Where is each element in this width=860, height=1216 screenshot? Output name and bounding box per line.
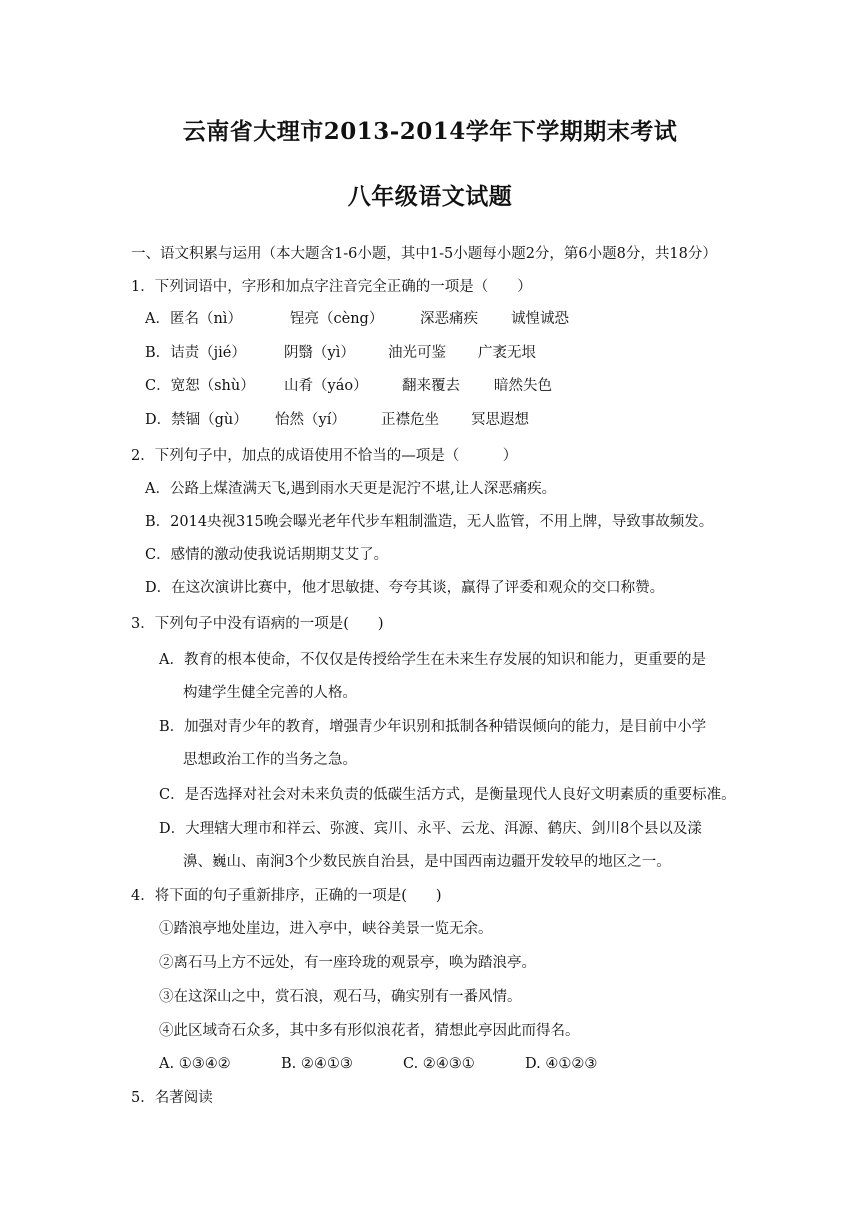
q3-option-b-line1: B．加强对青少年的教育，增强青少年识别和抵制各种错误倾向的能力，是目前中小学 bbox=[159, 719, 707, 735]
q3-option-d-line2: 濞、巍山、南涧3个少数民族自治县，是中国西南边疆开发较早的地区之一。 bbox=[183, 854, 671, 870]
q3-option-c: C．是否选择对社会对未来负责的低碳生活方式，是衡量现代人良好文明素质的重要标准。 bbox=[159, 787, 736, 803]
q4-sentence-4: ④此区域奇石众多，其中多有形似浪花者，猜想此亭因此而得名。 bbox=[159, 1023, 580, 1039]
q1-d-word2: 怡然（yí） bbox=[275, 412, 346, 428]
q3-option-a-line2: 构建学生健全完善的人格。 bbox=[183, 685, 357, 701]
q1-b-word4: 广袤无垠 bbox=[478, 345, 536, 361]
q1-a-word4: 诚惶诚恐 bbox=[511, 311, 569, 327]
q1-b-word1: B．诘责（jié） bbox=[145, 345, 246, 361]
q1-b-word2: 阴翳（yì） bbox=[284, 345, 355, 361]
q4-sentence-1: ①踏浪亭地处崖边，进入亭中，峡谷美景一览无余。 bbox=[159, 921, 493, 937]
q1-a-word2: 锃亮（cèng） bbox=[290, 311, 384, 327]
q3-stem: 3．下列句子中没有语病的一项是( ) bbox=[131, 616, 384, 632]
q1-c-word2: 山肴（yáo） bbox=[284, 378, 368, 394]
q5-stem: 5．名著阅读 bbox=[131, 1090, 213, 1106]
section-heading: 一、语文积累与运用（本大题含1-6小题，其中1-5小题每小题2分，第6小题8分，共18分） bbox=[131, 246, 717, 262]
q4-choice-c: C. ②④③① bbox=[403, 1056, 475, 1072]
q2-option-a: A．公路上煤渣满天飞,遇到雨水天更是泥泞不堪,让人深恶痛疾。 bbox=[145, 481, 557, 497]
q3-option-b-line2: 思想政治工作的当务之急。 bbox=[183, 752, 357, 768]
q1-b-word3: 油光可鉴 bbox=[388, 345, 446, 361]
q1-c-word4: 暗然失色 bbox=[494, 378, 552, 394]
q4-stem: 4．将下面的句子重新排序，正确的一项是( ) bbox=[131, 888, 442, 904]
q4-sentence-3: ③在这深山之中，赏石浪，观石马，确实别有一番风情。 bbox=[159, 989, 522, 1005]
q3-option-a-line1: A．教育的根本使命，不仅仅是传授给学生在未来生存发展的知识和能力，更重要的是 bbox=[159, 652, 706, 668]
q1-stem: 1．下列词语中，字形和加点字注音完全正确的一项是（ ） bbox=[131, 279, 532, 295]
exam-subtitle: 八年级语文试题 bbox=[347, 183, 513, 210]
q2-option-b: B．2014央视315晚会曝光老年代步车粗制滥造，无人监管，不用上牌，导致事故频发。 bbox=[145, 514, 714, 530]
q1-d-word1: D．禁锢（gù） bbox=[145, 412, 248, 428]
q1-d-word3: 正襟危坐 bbox=[381, 412, 439, 428]
q3-option-d-line1: D．大理辖大理市和祥云、弥渡、宾川、永平、云龙、洱源、鹤庆、剑川8个县以及漾 bbox=[159, 821, 702, 837]
q4-choice-d: D. ④①②③ bbox=[525, 1056, 598, 1072]
q2-stem: 2．下列句子中，加点的成语使用不恰当的—项是（ ） bbox=[131, 448, 518, 464]
exam-title: 云南省大理市2013-2014学年下学期期末考试 bbox=[182, 118, 678, 145]
q2-option-d: D．在这次演讲比赛中，他才思敏捷、夸夸其谈，赢得了评委和观众的交口称赞。 bbox=[145, 580, 665, 596]
q4-choice-b: B. ②④①③ bbox=[281, 1056, 353, 1072]
q1-a-word3: 深恶痛疾 bbox=[420, 311, 478, 327]
q1-a-word1: A．匿名（nì） bbox=[145, 311, 242, 327]
q4-sentence-2: ②离石马上方不远处，有一座玲珑的观景亭，唤为踏浪亭。 bbox=[159, 955, 536, 971]
q1-c-word1: C．宽恕（shù） bbox=[145, 378, 255, 394]
q1-d-word4: 冥思遐想 bbox=[471, 412, 529, 428]
q2-option-c: C．感情的激动使我说话期期艾艾了。 bbox=[145, 547, 389, 563]
q4-choice-a: A. ①③④② bbox=[159, 1056, 231, 1072]
q1-c-word3: 翻来覆去 bbox=[402, 378, 460, 394]
